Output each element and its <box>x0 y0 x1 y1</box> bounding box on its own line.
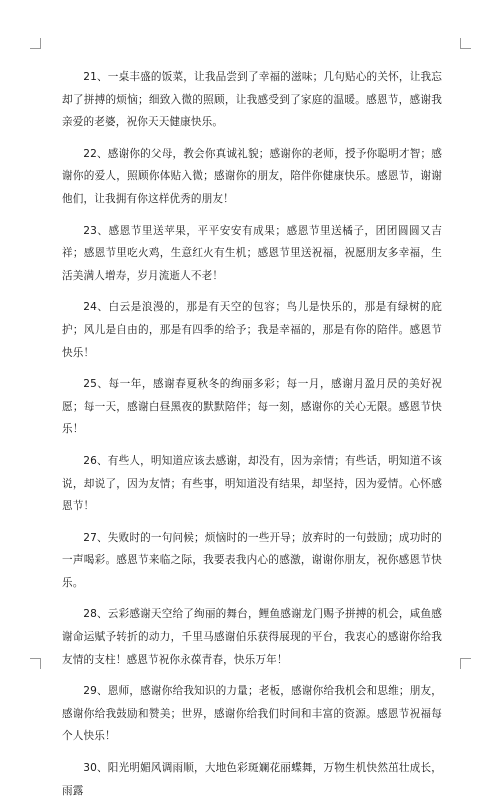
crop-mark-top-left <box>30 38 41 49</box>
paragraph-27: 27、失败时的一句问候；烦恼时的一些开导；放弃时的一句鼓励；成功时的一声喝彩。感恩节来临之际，我要表我内心的感激，谢谢你朋友，祝你感恩节快乐。 <box>62 531 442 589</box>
paragraph-22: 22、感谢你的父母，教会你真诚礼貌；感谢你的老师，授予你聪明才智；感谢你的爱人，照顾你体贴入微；感谢你的朋友，陪伴你健康快乐。感恩节，谢谢他们，让我拥有你这样优秀的朋友！ <box>62 147 442 205</box>
paragraph-25: 25、每一年，感谢春夏秋冬的绚丽多彩；每一月，感谢月盈月昃的美好祝愿；每一天，感谢白昼黑夜的默默陪伴；每一刻，感谢你的关心无限。感恩节快乐！ <box>62 378 442 436</box>
crop-mark-top-right <box>460 38 471 49</box>
crop-mark-bottom-right <box>460 658 471 669</box>
paragraph-23: 23、感恩节里送苹果，平平安安有成果；感恩节里送橘子，团团圆圆又吉祥；感恩节里吃火鸡，生意红火有生机；感恩节里送祝福，祝愿朋友多幸福，生活美满人增寿，岁月流逝人不老！ <box>62 224 442 282</box>
paragraph-26: 26、有些人，明知道应该去感谢，却没有，因为亲情；有些话，明知道不该说，却说了，因为友情；有些事，明知道没有结果，却坚持，因为爱情。心怀感恩节！ <box>62 454 442 513</box>
paragraph-28: 28、云彩感谢天空给了绚丽的舞台，鲤鱼感谢龙门赐予拼搏的机会，咸鱼感谢命运赋予转折的动力，千里马感谢伯乐获得展现的平台，我衷心的感谢你给我友情的支柱！感恩节祝你永葆青春，快乐万年！ <box>62 608 442 666</box>
crop-mark-bottom-left <box>30 658 41 669</box>
paragraph-24: 24、白云是浪漫的，那是有天空的包容；鸟儿是快乐的，那是有绿树的庇护；风儿是自由的，那是有四季的给予；我是幸福的，那是有你的陪伴。感恩节快乐！ <box>62 301 442 359</box>
paragraph-30: 30、阳光明媚风调雨顺，大地色彩斑斓花丽蝶舞，万物生机快然茁壮成长，雨露 <box>62 762 442 797</box>
paragraph-21: 21、一桌丰盛的饭菜，让我品尝到了幸福的滋味；几句贴心的关怀，让我忘却了拼搏的烦恼；细致入微的照顾，让我感受到了家庭的温暖。感恩节，感谢我亲爱的老婆，祝你天天健康快乐。 <box>62 71 442 129</box>
document-body <box>62 66 442 797</box>
paragraph-29: 29、恩师，感谢你给我知识的力量；老板，感谢你给我机会和思维；朋友，感谢你给我鼓励和赞美；世界，感谢你给我们时间和丰富的资源。感恩节祝福每个人快乐！ <box>62 685 442 743</box>
